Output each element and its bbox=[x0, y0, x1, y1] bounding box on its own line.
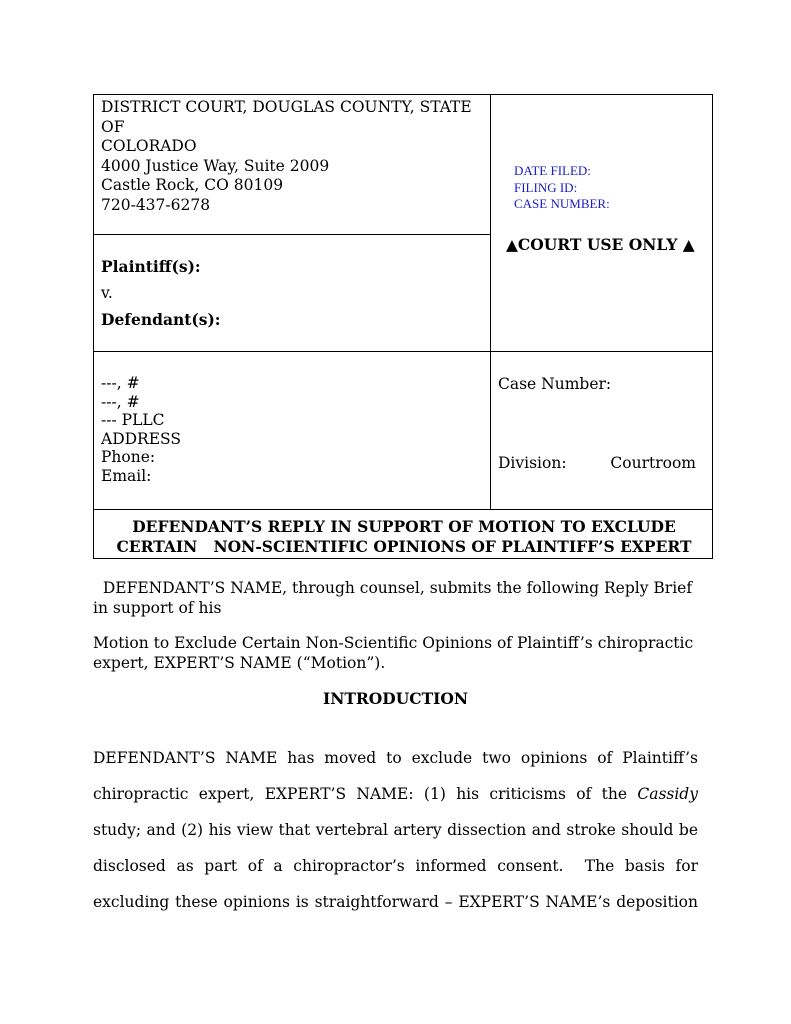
filing-case-number-label: CASE NUMBER: bbox=[514, 196, 610, 211]
court-line: Castle Rock, CO 80109 bbox=[101, 176, 284, 195]
caption-table bbox=[93, 94, 713, 559]
case-name-italic: Cassidy bbox=[637, 785, 698, 803]
division-row bbox=[498, 454, 696, 472]
filing-id-label: FILING ID: bbox=[514, 179, 578, 195]
filing-stamp bbox=[514, 163, 610, 213]
paragraph-2 bbox=[93, 634, 698, 673]
attorney-block bbox=[101, 374, 181, 486]
paragraph-3 bbox=[93, 740, 698, 920]
paragraph-line: in support of his bbox=[93, 598, 222, 617]
paragraph-line: study; and (2) his view that vertebral artery dissection and stroke should be bbox=[93, 821, 698, 839]
attorney-line: ---, # bbox=[101, 374, 140, 392]
court-line: DISTRICT COURT, DOUGLAS COUNTY, STATE bbox=[101, 98, 472, 116]
paragraph-line: disclosed as part of a chiropractor’s informed consent. The basis for bbox=[93, 857, 698, 875]
court-use-only-label: ▲COURT USE ONLY ▲ bbox=[506, 235, 695, 254]
caption-divider-3 bbox=[94, 509, 712, 510]
caption-divider-vertical bbox=[490, 95, 491, 510]
introduction-heading: INTRODUCTION bbox=[322, 689, 469, 708]
paragraph-line: DEFENDANT’S NAME has moved to exclude two opinions of Plaintiff’s bbox=[93, 749, 698, 767]
attorney-line: Phone: bbox=[101, 448, 156, 467]
court-line: 4000 Justice Way, Suite 2009 bbox=[101, 156, 330, 175]
case-number-label: Case Number: bbox=[498, 375, 612, 393]
document-title-line: DEFENDANT’S REPLY IN SUPPORT OF MOTION TO EXCLUDE bbox=[132, 517, 676, 536]
defendant-label: Defendant(s): bbox=[101, 310, 221, 329]
court-line: COLORADO bbox=[101, 137, 197, 156]
attorney-line: ADDRESS bbox=[101, 429, 181, 448]
document-title-line: CERTAIN NON-SCIENTIFIC OPINIONS OF PLAINTIFF’S EXPERT bbox=[116, 537, 692, 556]
paragraph-line: excluding these opinions is straightforward – EXPERT’S NAME’s deposition bbox=[93, 893, 698, 911]
date-filed-label: DATE FILED: bbox=[514, 163, 591, 178]
plaintiff-label: Plaintiff(s): bbox=[101, 257, 201, 276]
caption-divider-1 bbox=[94, 234, 490, 235]
court-line: 720-437-6278 bbox=[101, 195, 211, 214]
courtroom-label: Courtroom bbox=[610, 454, 696, 472]
paragraph-line: DEFENDANT’S NAME, through counsel, submits the following Reply Brief bbox=[93, 579, 693, 597]
caption-divider-2 bbox=[94, 351, 712, 352]
paragraph-line: expert, EXPERT’S NAME (“Motion”). bbox=[93, 653, 386, 672]
paragraph-1 bbox=[93, 579, 698, 618]
paragraph-line bbox=[93, 776, 698, 812]
paragraph-line: Motion to Exclude Certain Non-Scientific Opinions of Plaintiff’s chiropractic bbox=[93, 634, 694, 652]
document-title bbox=[94, 517, 714, 557]
court-line: OF bbox=[101, 117, 125, 136]
court-address-block bbox=[101, 98, 486, 216]
versus-label: v. bbox=[101, 284, 113, 302]
attorney-line: Email: bbox=[101, 466, 152, 485]
attorney-line: --- PLLC bbox=[101, 411, 165, 430]
paragraph-text: chiropractic expert, EXPERT’S NAME: (1) his criticisms of the bbox=[93, 785, 638, 803]
attorney-line: ---, # bbox=[101, 392, 140, 411]
division-label: Division: bbox=[498, 454, 567, 472]
